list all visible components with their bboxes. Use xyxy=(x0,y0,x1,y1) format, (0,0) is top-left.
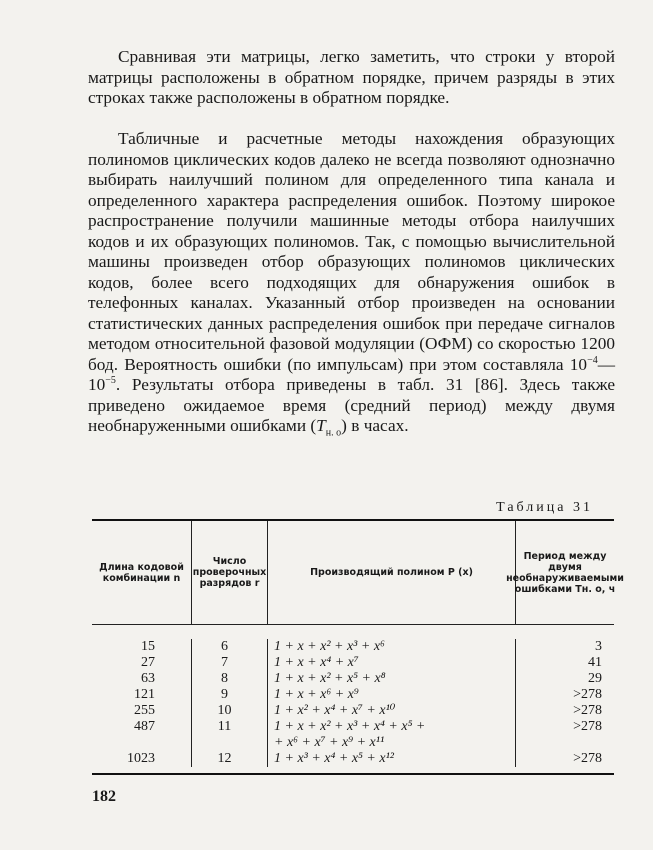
cell-r: 10 xyxy=(217,703,232,718)
cell-period: >278 xyxy=(573,687,602,702)
cell-r: 11 xyxy=(217,719,232,734)
cell-period: 3 xyxy=(595,639,602,654)
cell-n: 487 xyxy=(134,719,155,734)
cell-polynomial: 1 + x² + x⁴ + x⁷ + x¹⁰ xyxy=(274,703,396,718)
page-number: 182 xyxy=(92,788,116,805)
table-caption: Таблица 31 xyxy=(496,500,593,515)
cell-polynomial: 1 + x + x² + x³ + x⁶ xyxy=(274,639,385,654)
cell-n: 63 xyxy=(141,671,155,686)
cell-period: >278 xyxy=(573,719,602,734)
header-check-bits: Число проверочных разрядов r xyxy=(192,521,268,624)
cell-r: 12 xyxy=(217,751,232,766)
cell-polynomial-continued: + x⁶ + x⁷ + x⁹ + x¹¹ xyxy=(274,735,385,750)
cell-period: 29 xyxy=(588,671,602,686)
header-length: Длина кодовой комбинации n xyxy=(92,521,192,624)
cell-n: 1023 xyxy=(127,751,155,766)
column-period xyxy=(516,639,614,767)
paragraph-2-text: Табличные и расчетные методы нахождения образующих полиномов циклических кодов далеко не всегда позволяют однозначно выбирать наилучший полином для определенного типа канала и определенного характера распределения ошибок. Поэтому широкое распространение получили машинные методы отбора наилучших кодов и их образующих полиномов. Так, с помощью вычислительной машины произведен отбор образующих полиномов циклических кодов, более всего подходящих для обнаружения ошибок в телефонных каналах. Указанный отбор произведен на основании статистических данных распределения ошибок при передаче сигналов методом относительной фазовой модуляции (ОФМ) со скоростью 1200 бод. Вероятность ошибки (по импульсам) при этом составляла 10 xyxy=(88,129,615,374)
exponent-1: −4 xyxy=(587,354,598,366)
cell-n: 27 xyxy=(141,655,155,670)
cell-period: 41 xyxy=(588,655,602,670)
paragraph-2-dash: —10 xyxy=(88,354,615,394)
cell-n: 15 xyxy=(141,639,155,654)
paragraph-2 xyxy=(88,129,615,437)
cell-polynomial: 1 + x + x⁴ + x⁷ xyxy=(274,655,359,670)
cell-period: >278 xyxy=(573,703,602,718)
paragraph-1: Сравнивая эти матрицы, легко заметить, что строки у второй матрицы расположены в обратном порядке, причем разряды в этих строках также расположены в обратном порядке. xyxy=(88,47,615,107)
table-header-row xyxy=(92,521,624,625)
column-length xyxy=(92,639,192,767)
data-table xyxy=(92,519,624,775)
cell-r: 9 xyxy=(221,687,228,702)
cell-polynomial: 1 + x + x² + x⁵ + x⁸ xyxy=(274,671,386,686)
paragraph-2-end: ) в часах. xyxy=(341,416,409,435)
cell-r: 8 xyxy=(221,671,228,686)
table-body xyxy=(92,625,614,773)
cell-polynomial: 1 + x³ + x⁴ + x⁵ + x¹² xyxy=(274,751,394,766)
symbol-T-subscript: н. о xyxy=(325,427,342,439)
cell-r: 6 xyxy=(221,639,228,654)
cell-r: 7 xyxy=(221,655,228,670)
cell-n: 121 xyxy=(134,687,155,702)
column-polynomial xyxy=(268,639,516,767)
cell-n: 255 xyxy=(134,703,155,718)
exponent-2: −5 xyxy=(105,375,116,387)
column-check-bits xyxy=(192,639,268,767)
paragraph-2-text-2: . Результаты отбора приведены в табл. 31 [86]. Здесь также приведено ожидаемое время (средний период) между двумя необнаруженными ошибками ( xyxy=(88,375,615,435)
symbol-T: T xyxy=(316,416,326,435)
cell-polynomial: 1 + x + x² + x³ + x⁴ + x⁵ + xyxy=(274,719,426,734)
header-polynomial: Производящий полином P (x) xyxy=(268,521,516,624)
cell-period: >278 xyxy=(573,751,602,766)
header-period: Период между двумя необнаруживаемыми ошибками Tн. о, ч xyxy=(506,550,624,595)
cell-polynomial: 1 + x + x⁶ + x⁹ xyxy=(274,687,359,702)
